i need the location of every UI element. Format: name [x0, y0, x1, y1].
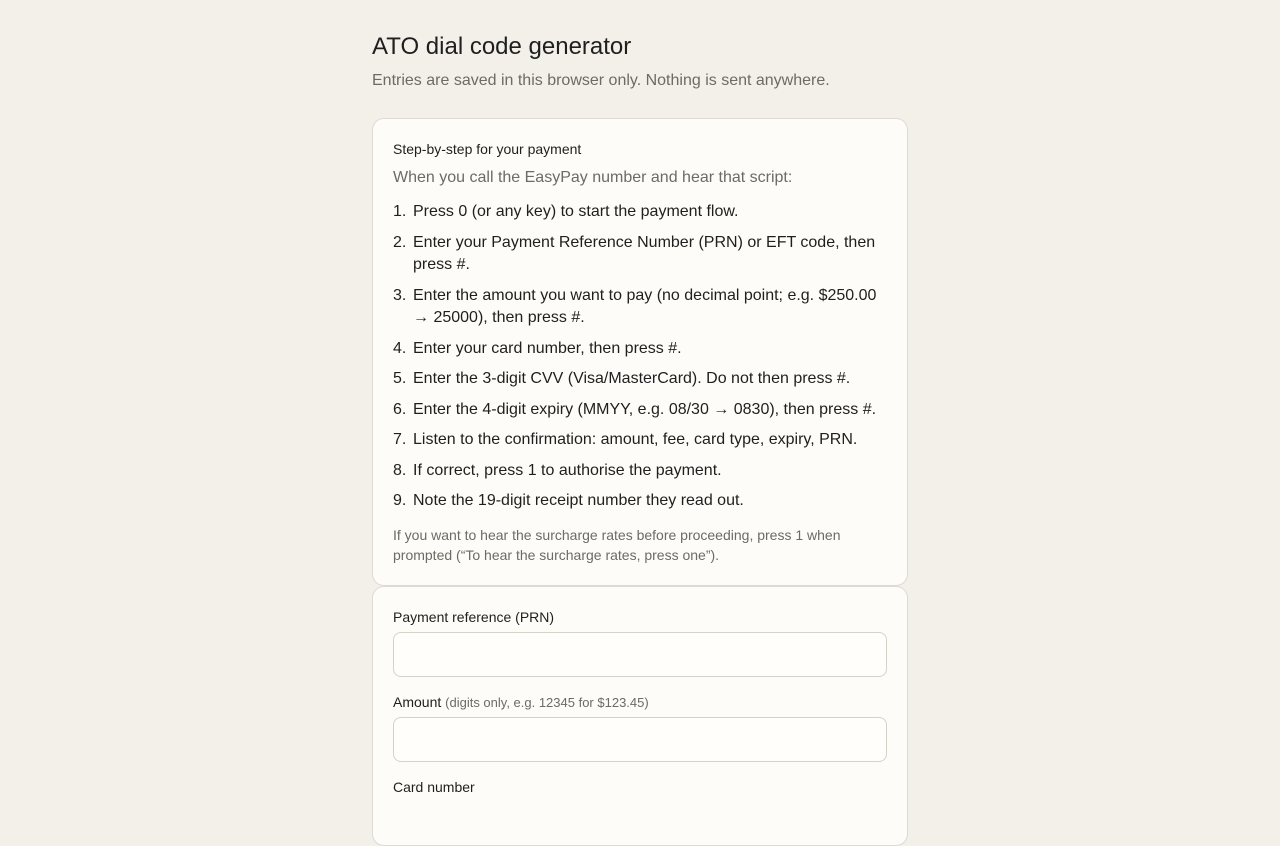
step-text: Enter the 4-digit expiry (MMYY, e.g. 08/30 → 0830), then press #.	[413, 400, 877, 418]
step-text: Enter the amount you want to pay (no decimal point; e.g. $250.00 → 25000), then press #.	[413, 286, 877, 326]
amount-label	[393, 694, 649, 710]
steps-intro: When you call the EasyPay number and hear that script:	[393, 169, 793, 186]
step-item	[393, 285, 893, 330]
amount-hint: (digits only, e.g. 12345 for $123.45)	[445, 695, 649, 710]
step-number: 9.	[393, 492, 407, 509]
step-number: 1.	[393, 203, 407, 220]
steps-heading: Step-by-step for your payment	[393, 141, 582, 157]
step-number: 2.	[393, 233, 407, 251]
step-number: 3.	[393, 286, 407, 304]
step-text: Listen to the confirmation: amount, fee, card type, expiry, PRN.	[413, 431, 858, 448]
steps-list	[393, 201, 893, 521]
payment-form-card	[372, 586, 908, 846]
step-item	[393, 429, 893, 452]
page-subtitle: Entries are saved in this browser only. Nothing is sent anywhere.	[372, 72, 830, 89]
surcharge-note: If you want to hear the surcharge rates before proceeding, press 1 when prompted (“To hear the surcharge rates, press one”).	[393, 527, 841, 563]
page-title: ATO dial code generator	[372, 33, 632, 60]
step-text: If correct, press 1 to authorise the payment.	[413, 461, 722, 479]
step-number: 6.	[393, 400, 407, 418]
card-number-label-text: Card number	[393, 779, 475, 795]
prn-input[interactable]	[393, 632, 887, 677]
step-item	[393, 338, 893, 361]
step-text: Enter the 3-digit CVV (Visa/MasterCard). Do not then press #.	[413, 370, 851, 387]
step-item	[393, 490, 893, 513]
step-item	[393, 232, 893, 277]
prn-label	[393, 609, 554, 625]
step-item	[393, 460, 893, 483]
card-number-label	[393, 779, 475, 795]
step-item	[393, 368, 893, 391]
amount-input[interactable]	[393, 717, 887, 762]
steps-card	[372, 118, 908, 586]
step-text: Enter your Payment Reference Number (PRN) or EFT code, then press #.	[413, 233, 876, 273]
step-number: 8.	[393, 461, 407, 479]
step-number: 4.	[393, 339, 407, 357]
step-number: 7.	[393, 431, 407, 448]
step-item	[393, 201, 893, 224]
step-number: 5.	[393, 370, 407, 387]
amount-label-text: Amount	[393, 694, 442, 710]
step-text: Press 0 (or any key) to start the payment flow.	[413, 203, 739, 220]
prn-label-text: Payment reference (PRN)	[393, 609, 555, 625]
step-item	[393, 399, 893, 422]
step-text: Enter your card number, then press #.	[413, 339, 682, 357]
step-text: Note the 19-digit receipt number they read out.	[413, 492, 744, 509]
